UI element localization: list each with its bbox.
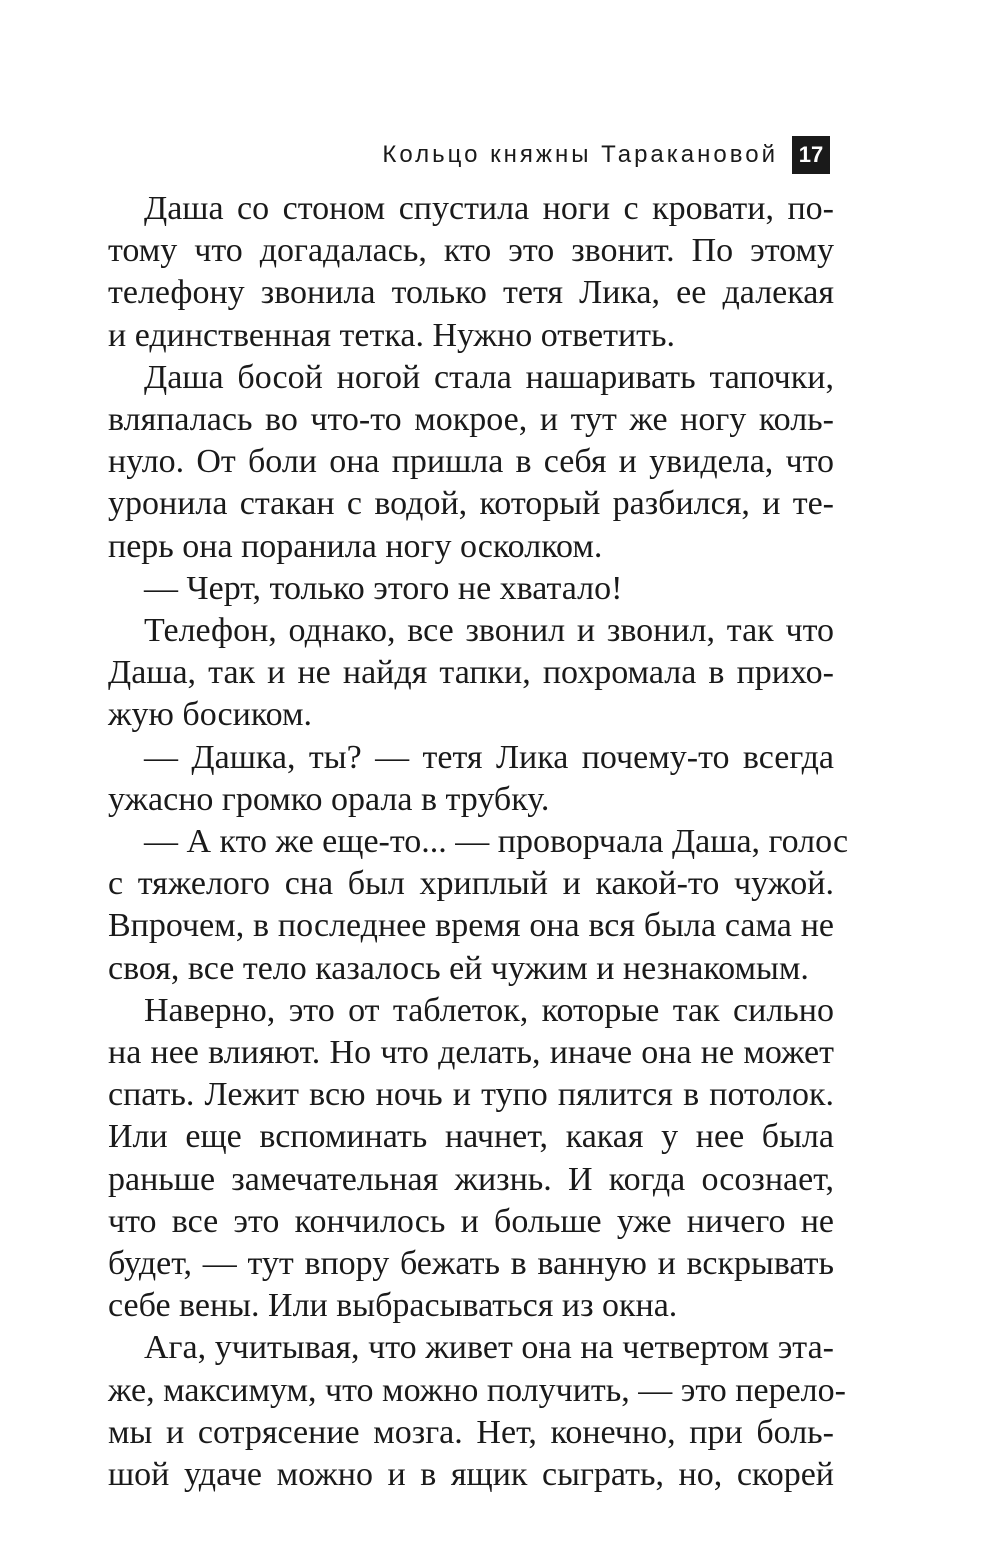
text-line: что все это кончилось и больше уже ничего не (108, 1202, 834, 1240)
text-line: Даша босой ногой стала нашаривать тапочки, (144, 358, 834, 396)
text-line: уронила стакан с водой, который разбился, и те- (108, 485, 834, 523)
text-line: жую босиком. (108, 696, 312, 734)
text-line: — Дашка, ты? — тетя Лика почему-то всегда (144, 738, 834, 776)
text-line: своя, все тело казалось ей чужим и незнакомым. (108, 949, 809, 987)
text-line: мы и сотрясение мозга. Нет, конечно, при боль- (108, 1413, 834, 1451)
text-line: Телефон, однако, все звонил и звонил, так что (144, 612, 834, 650)
text-line: Наверно, это от таблеток, которые так сильно (144, 991, 834, 1029)
text-line: будет, — тут впору бежать в ванную и вскрывать (108, 1245, 834, 1283)
text-line: же, максимум, что можно получить, — это перело- (108, 1371, 846, 1409)
text-line: раньше замечательная жизнь. И когда осознает, (108, 1160, 834, 1198)
text-line: Или еще вспоминать начнет, какая у нее была (108, 1118, 834, 1156)
text-line: с тяжелого сна был хриплый и какой-то чужой. (108, 865, 834, 903)
text-line: Даша со стоном спустила ноги с кровати, по- (144, 190, 834, 227)
text-line: и единственная тетка. Нужно ответить. (108, 316, 676, 354)
text-line: — Черт, только этого не хватало! (144, 569, 623, 607)
page-number: 17 (792, 136, 830, 174)
text-line: — А кто же еще-то... — проворчала Даша, голос (144, 823, 849, 861)
text-line: нуло. От боли она пришла в себя и увидела, что (108, 443, 834, 481)
text-line: телефону звонила только тетя Лика, ее далекая (108, 274, 834, 312)
running-title: Кольцо княжны Таракановой (382, 141, 778, 168)
text-line: вляпалась во что-то мокрое, и тут же ногу коль- (108, 401, 834, 439)
page-header (382, 136, 830, 174)
text-line: перь она поранила ногу осколком. (108, 527, 603, 565)
text-line: спать. Лежит всю ночь и тупо пялится в потолок. (108, 1076, 834, 1114)
text-line: на нее влияют. Но что делать, иначе она не может (108, 1034, 834, 1072)
text-line: ужасно громко орала в трубку. (108, 780, 550, 818)
text-line: Впрочем, в последнее время она вся была сама не (108, 907, 834, 945)
body-text (108, 188, 849, 1496)
text-line: тому что догадалась, кто это звонит. По этому (108, 232, 834, 270)
text-line: Даша, так и не найдя тапки, похромала в прихо- (108, 654, 834, 692)
text-line: себе вены. Или выбрасываться из окна. (108, 1287, 678, 1325)
text-line: Ага, учитывая, что живет она на четвертом эта- (144, 1329, 834, 1367)
text-line: шой удаче можно и в ящик сыграть, но, скорей (108, 1456, 834, 1494)
